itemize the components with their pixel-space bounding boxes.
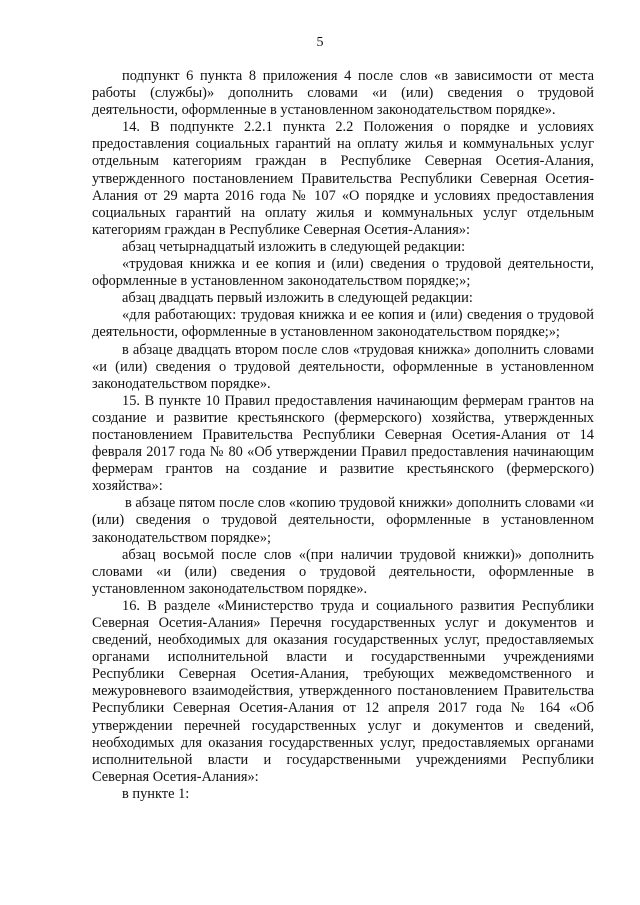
paragraph-item-14: 14. В подпункте 2.2.1 пункта 2.2 Положения о порядке и условиях предоставления социальных гарантий на оплату жилья и коммунальных услуг отдельным категориям граждан в Республике Северная Осетия-Алания, утвержденного постановлением Правительства Республики Северная Осетия-Алания от 29 марта 2016 года № 107 «О порядке и условиях предоставления социальных гарантий на оплату жилья и коммунальных услуг отдельным категориям граждан в Республике Северная Осетия-Алания»: <box>92 119 594 238</box>
paragraph-abzac-14: абзац четырнадцатый изложить в следующей редакции: <box>122 238 466 255</box>
paragraph-quote-working: «для работающих: трудовая книжка и ее копия и (или) сведения о трудовой деятельности, оформленные в установленном законодательством порядке;»; <box>92 307 594 341</box>
paragraph-abzac-8: абзац восьмой после слов «(при наличии трудовой книжки)» дополнить словами «и (или) сведения о трудовой деятельности, оформленные в установленном законодательством порядке». <box>92 546 594 597</box>
paragraph-abzac-21: абзац двадцать первый изложить в следующей редакции: <box>122 290 473 307</box>
paragraph-item-1: в пункте 1: <box>122 785 190 802</box>
paragraph-subitem-6: подпункт 6 пункта 8 приложения 4 после слов «в зависимости от места работы (службы)» дополнить словами «и (или) сведения о трудовой деятельности, оформленные в установленном законодательством порядке». <box>92 68 594 119</box>
page-number: 5 <box>316 35 324 50</box>
paragraph-abzac-5: в абзаце пятом после слов «копию трудовой книжки» дополнить словами «и (или) сведения о трудовой деятельности, оформленные в установленном законодательством порядке»; <box>92 495 594 546</box>
paragraph-abzac-22: в абзаце двадцать втором после слов «трудовая книжка» дополнить словами «и (или) сведения о трудовой деятельности, оформленные в установленном законодательством порядке». <box>92 341 594 392</box>
document-body <box>92 68 594 803</box>
paragraph-item-16: 16. В разделе «Министерство труда и социального развития Республики Северная Осетия-Алания» Перечня государственных услуг и документов и сведений, необходимых для оказания государственных услуг, предоставляемых органами исполнительной власти и государственными учреждениями Республики Северная Осетия-Алания, требующих межведомственного и межуровневого взаимодействия, утвержденного постановлением Правительства Республики Северная Осетия-Алания от 12 апреля 2017 года № 164 «Об утверждении перечней государственных услуг и документов и сведений, необходимых для оказания государственных услуг, предоставляемых органами исполнительной власти и государственными учреждениями Республики Северная Осетия-Алания»: <box>92 597 594 785</box>
paragraph-item-15: 15. В пункте 10 Правил предоставления начинающим фермерам грантов на создание и развитие крестьянского (фермерского) хозяйства, утвержденных постановлением Правительства Республики Северная Осетия-Алания от 14 февраля 2017 года № 80 «Об утверждении Правил предоставления начинающим фермерам грантов на создание и развитие крестьянского (фермерского) хозяйства»: <box>92 392 594 495</box>
paragraph-quote-work-book: «трудовая книжка и ее копия и (или) сведения о трудовой деятельности, оформленные в установленном законодательством порядке;»; <box>92 256 594 290</box>
